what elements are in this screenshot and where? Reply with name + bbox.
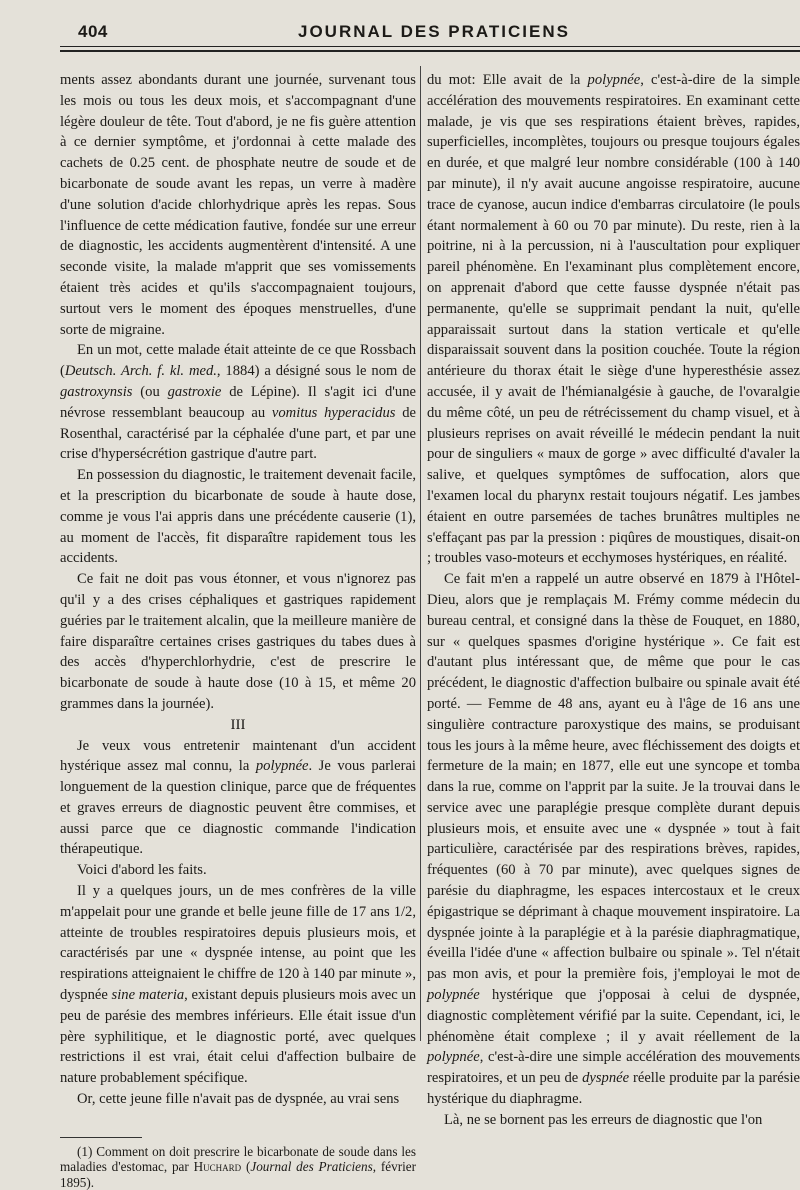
citation: Deutsch. Arch. f. kl. med.: [64, 363, 217, 380]
section-heading: III: [230, 716, 246, 733]
term: sine materia: [111, 987, 185, 1004]
term: polypnée: [427, 987, 480, 1004]
paragraph: En possession du diagnostic, le traitement devenait facile, et la prescription du bicarbonate de soude à haute dose, comme je vous l'ai appris dans une précédente causerie (1), au moment de l'accès, fit disparaître rapidement tous les accidents.: [60, 467, 416, 567]
left-column: [60, 70, 416, 1190]
paragraph: du mot: Elle avait de la polypnée, c'est-à-dire de la simple accélération des mouvements respiratoires. En examinant cette malade, je vis que ses respirations étaient brèves, rapides, superficielles, incomplètes, toujours ou presque toujours égales en durée, et que malgré leur nombre considérable (100 à 140 par minute), il n'y avait aucune angoisse respiratoire, aucune trace de cyanose, aucun indice d'embarras circulatoire (le pouls étant normalement à 60 ou 70 par minute). Du reste, rien à la poitrine, ni à la percussion, ni à l'auscultation pour expliquer pareil phénomène. En l'examinant plus complètement encore, on apprenait d'abord que cette fausse dyspnée n'était pas permanente, qu'elle se supprimait pendant la nuit, qu'elle apparaissait surtout dans la station verticale et qu'elle disparaissait souvent dans la position couchée. Toute la région antérieure du thorax était le siège d'une hyperesthésie assez accusée, il y avait de l'hémianalgésie à gauche, de l'ovaralgie du même côté, un peu de rétrécissement du champ visuel, et à plusieurs reprises on avait réveillé le médecin pendant la nuit pour de singuliers « maux de gorge » avec difficulté d'avaler la salive, et quelques symptômes de suffocation, alors que l'examen local du pharynx restait toujours négatif. Les jambes étaient en outre parsemées de taches brunâtres multiples ne s'effaçant pas par la pression : piqûres de moustiques, disait-on ; troubles vaso-moteurs et ecchymoses hystériques, en réalité.: [427, 72, 800, 567]
paragraph: Je veux vous entretenir maintenant d'un accident hystérique assez mal connu, la polypnée. Je vous parlerai longuement de la question clinique, parce que de fréquentes et graves erreurs de diagnostic peuvent être commises, et aussi parce que ce diagnostic commande l'indication thérapeutique.: [60, 737, 416, 858]
term: gastroxynsis: [60, 383, 133, 400]
term: polypnée: [587, 72, 641, 88]
paragraph: En un mot, cette malade était atteinte de ce que Rossbach (Deutsch. Arch. f. kl. med., 1884) a désigné sous le nom de gastroxynsis (ou gastroxie de Lépine). Il s'agit ici d'une névrose ressemblant beaucoup au vomitus hyperacidus de Rosenthal, caractérisé par la céphalée d'une part, et par une crise d'hypersécrétion gastrique d'autre part.: [60, 342, 416, 463]
paragraph: Ce fait ne doit pas vous étonner, et vous n'ignorez pas qu'il y a des crises céphaliques et gastriques rapidement guéries par le traitement alcalin, que la meilleure manière de faire disparaître certaines crises gastriques du tabes dues à des accès d'hyperchlorhydrie, c'est de prescrire le bicarbonate de soude à haute dose (10 à 15, et même 20 grammes dans la journée).: [60, 571, 416, 712]
paragraph: Or, cette jeune fille n'avait pas de dyspnée, au vrai sens: [77, 1091, 400, 1108]
footnote-author: Huchard: [193, 1159, 242, 1175]
paragraph: Là, ne se bornent pas les erreurs de diagnostic que l'on: [444, 1111, 763, 1128]
term: polypnée: [255, 758, 309, 775]
footnote: (1) Comment on doit prescrire le bicarbonate de soude dans les maladies d'estomac, par Huchard (Journal des Praticiens, février 1895).: [60, 1143, 417, 1190]
paragraph: Il y a quelques jours, un de mes confrères de la ville m'appelait pour une grande et belle jeune fille de 17 ans 1/2, atteinte de troubles respiratoires depuis plusieurs mois, et caractérisés par une « dyspnée intense, au point que les respirations atteignaient le chiffre de 120 à 140 par minute », dyspnée sine materia, existant depuis plusieurs mois avec un peu de parésie des membres inférieurs. Elle était issue d'un père syphilitique, et le diagnostic porté, avec quelques restrictions il est vrai, était celui d'affection bulbaire de nature probablement spécifique.: [60, 883, 416, 1087]
header-rule-thin: [60, 46, 800, 47]
running-head: JOURNAL DES PRATICIENS: [298, 22, 570, 41]
term: polypnée: [427, 1049, 480, 1066]
page-number: 404: [78, 22, 108, 41]
column-divider: [420, 66, 421, 1041]
footnote-journal: Journal des Praticiens: [250, 1159, 373, 1175]
paragraph: Ce fait m'en a rappelé un autre observé en 1879 à l'Hôtel-Dieu, alors que je remplaçais M. Frémy comme médecin du bureau central, et consigné dans la thèse de Fouquet, en 1880, sur « quelques spasmes d'origine hystérique ». Ce fait est d'autant plus intéressant que, de même que pour le cas précédent, le diagnostic d'affection bulbaire ou spinale avait été porté. — Femme de 48 ans, ayant eu à l'âge de 16 ans une singulière contracture paroxystique des mains, se produisant tous les jours à la même heure, avec fléchissement des doigts et fermeture de la main; en 1877, elle eut une syncope et tomba dans la rue, comme on l'apprit par la suite. Je la trouvai dans le service avec une paraplégie presque complète durant depuis plusieurs mois, et ensuite avec une « dyspnée » tout à fait particulière, caractérisée par des respirations brèves, rapides, fréquentes (60 à 70 par minute), avec quelques signes de parésie du diaphragme, les espaces intercostaux et le creux épigastrique se déprimant à chaque mouvement inspiratoire. La dyspnée jointe à la paraplégie et à la parésie diaphragmatique, éveilla l'idée d'une « affection bulbaire ou spinale ». Tel n'était pas mon avis, et pour la première fois, j'employai le mot de polypnée hystérique que j'opposai à celui de dyspnée, diagnostic complètement vérifié par la suite. Cependant, ici, le phénomène était complexe ; il y avait réellement de la polypnée, c'est-à-dire une simple accélération des mouvements respiratoires, et un peu de dyspnée réelle produite par la parésie hystérique du diaphragme.: [427, 571, 800, 1108]
footnote-rule: [60, 1137, 142, 1138]
term: vomitus hyperacidus: [271, 404, 396, 421]
paragraph: Voici d'abord les faits.: [77, 862, 207, 879]
header-rule-thick: [60, 50, 800, 52]
term: gastroxie: [167, 383, 222, 400]
right-column: [427, 70, 800, 1131]
paragraph: ments assez abondants durant une journée, survenant tous les mois ou tous les deux mois, et s'accompagnant d'une légère douleur de tête. Tout d'abord, je ne fis guère attention à ce dernier symptôme, et j'ordonnai à cette malade des cachets de 0.25 cent. de phosphate neutre de soude et de bicarbonate de soude avant les repas, un verre à madère d'une solution d'acide chlorhydrique après les repas. Sous l'influence de cette médication fautive, fondée sur une erreur de diagnostic, les accidents augmentèrent d'intensité. A une seconde visite, la malade m'apprit que ses vomissements étaient très acides et qu'ils s'accompagnaient toujours, surtout vers le moment des époques menstruelles, d'une sorte de migraine.: [60, 72, 416, 338]
term: dyspnée: [582, 1070, 630, 1087]
